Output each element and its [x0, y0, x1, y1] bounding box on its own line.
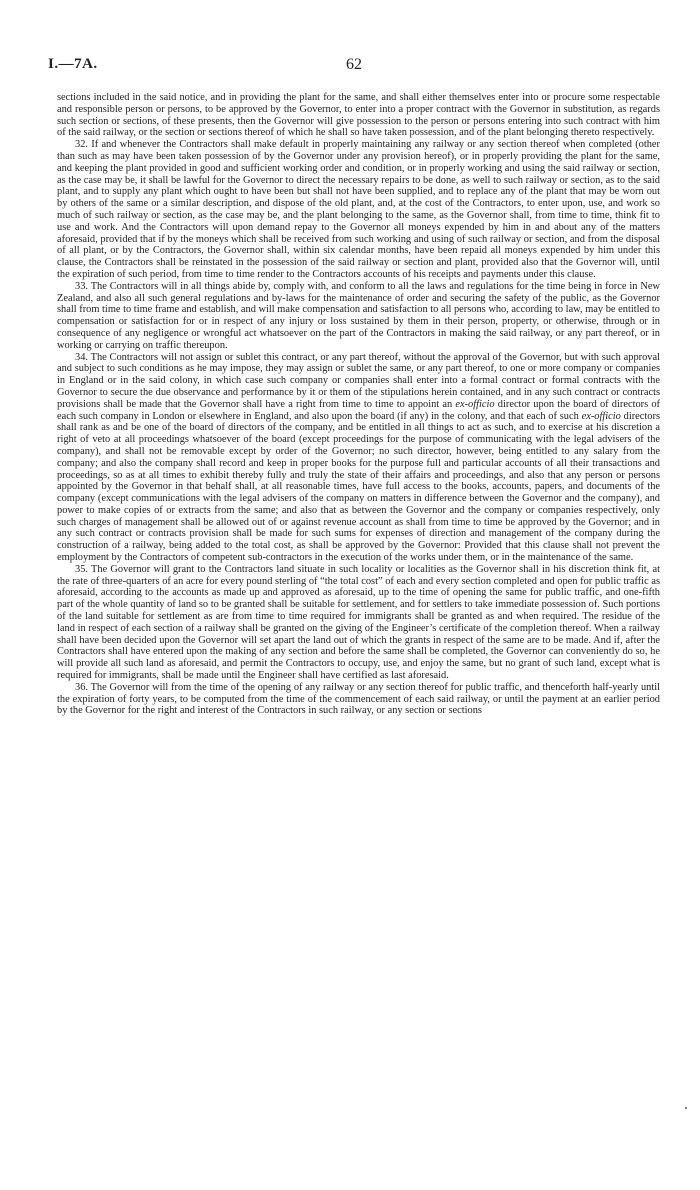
paragraph-34-part-c: directors shall rank as and be one of the board of directors of the company, and be entitled in all things to act as such, and to exercise at his discretion a right of veto at all proceedings whatsoever of the board (except proceedings for the purpose of communicating with the legal advisers of the company), and shall not be removable except by order of the Governor; no such director, however, being entitled to any salary from the company; and also the company shall record and keep in proper books for the purpose full and particular accounts of all their transactions and proceedings, so as at all times to exhibit thereby fully and truly the state of their affairs and proceedings, and also that any person or persons appointed by the Governor in that behalf shall, at all reasonable times, have full access to the books, accounts, papers, and documents of the company (except communications with the legal advisers of the company on matters in difference between the Governor and the company), and power to make copies of or extracts from the same; and also that as between the Governor and the company or companies respectively, only such charges of management shall be allowed out of or against revenue account as shall from time to time be approved by the Governor; and in any such contract or contracts provision shall be made for such sums for expenses of direction and management of the company during the construction of a railway, being added to the total cost, as shall be approved by the Governor: Provided that this clause shall not prevent the employment by the Contractors of competent sub-contractors in the execution of the works under them, or in the maintenance of the same. — [57, 410, 660, 564]
paragraph-34-part-a: 34. The Contractors will not assign or sublet this contract, or any part thereof, without the approval of the Governor, but with such approval and subject to such conditions as he may impose, they may assign or sublet the same, or any part thereof, to one or more company or companies in England or in the said colony, in which case such company or companies shall enter into a formal contract or formal contracts with the Governor to secure the due observance and performance by it or them of the stipulations herein contained, and in any such contract or contracts provisions shall be made that the Governor shall have a right from time to time to appoint an — [57, 351, 660, 410]
page-header — [48, 56, 660, 78]
document-reference: I.—7A. — [48, 56, 98, 72]
scan-speck — [685, 1107, 687, 1109]
paragraph-34-part-b: director upon the board of directors of each such company in London or elsewhere in England, and also upon the board (if any) in the colony, and that each of such — [57, 398, 660, 422]
page-number: 62 — [346, 56, 362, 73]
paragraph-33: 33. The Contractors will in all things abide by, comply with, and conform to all the laws and regulations for the time being in force in New Zealand, and also all such general regulations and by-laws for the maintenance of order and securing the safety of the public, as the Governor shall from time to time frame and establish, and will make compensation and satisfaction to all persons who, according to law, may be entitled to compensation or satisfaction for or in respect of any injury or loss sustained by them in their person, property, or otherwise, through or in consequence of any negligence or wrongful act whatsoever on the part of the Contractors in making the said railway, or any part thereof, or in working or carrying on traffic thereupon. — [57, 280, 660, 351]
body-text — [57, 92, 660, 717]
paragraph-32: 32. If and whenever the Contractors shall make default in properly maintaining any railway or any section thereof when completed (other than such as may have been taken possession of by the Governor under any provision hereof), or in properly providing the plant for the same, and keeping the plant provided in good and sufficient working order and condition, or in properly working and using the said railway or section, as the case may be, it shall be lawful for the Governor to direct the necessary repairs to be done, as well to such railway or section, as to the said plant, and to supply any plant which ought to have been but shall not have been supplied, and to replace any of the plant that may be worn out by others of the same or a similar description, and dispose of the old plant, and, at the cost of the Contractors, to enter upon, use, and work so much of such railway or section, as the case may be, and the plant belonging to the same, as the Governor shall, from time to time, think fit to use and work. And the Contractors will upon demand repay to the Governor all moneys expended by him in and about any of the matters aforesaid, provided that if by the moneys which shall be received from such working and using of such railway or section, and from the disposal of all plant, or by the Contractors, the Governor shall, within six calendar months, have been repaid all moneys expended by him under this clause, the Contractors shall be reinstated in the possession of the said railway or section and plant, provided also that the Governor will, until the expiration of such period, from time to time render to the Contractors accounts of his receipts and payments under this clause. — [57, 139, 660, 280]
paragraph-35: 35. The Governor will grant to the Contractors land situate in such locality or localities as the Governor shall in his discretion think fit, at the rate of three-quarters of an acre for every pound sterling of “the total cost” of each and every section completed and open for public traffic as aforesaid, according to the accounts as made up and approved as aforesaid, up to the time of opening the same for public traffic, and one-fifth part of the whole quantity of land so to be granted shall be suitable for settlement, and for settlers to take immediate possession of. Such portions of the land suitable for settlement as are from time to time required for immigrants shall be granted as and when required. The residue of the land in respect of each section of a railway shall be granted on the giving of the Engineer’s certificate of the completion thereof. When a railway shall have been decided upon the Governor will set apart the land out of which the grants in respect of the same are to be made. And if, after the Contractors shall have entered upon the making of any section and before the same shall be completed, the Governor can conveniently do so, he will provide all such land as aforesaid, and permit the Contractors to occupy, use, and enjoy the same, but no grant of such land, except what is required for immigrants, shall be made until the Engineer shall have certified as last aforesaid. — [57, 563, 660, 682]
ex-officio-term: ex-officio — [581, 410, 621, 422]
ex-officio-term: ex-officio — [455, 398, 495, 410]
paragraph-36: 36. The Governor will from the time of the opening of any railway or any section thereof for public traffic, and thenceforth half-yearly until the expiration of forty years, to be computed from the time of the commencement of each said railway, or until the payment at an earlier period by the Governor for the right and interest of the Contractors in such railway, or any section or sections — [57, 681, 660, 717]
paragraph-34 — [57, 352, 660, 564]
paragraph-continued: sections included in the said notice, and in providing the plant for the same, and shall either themselves enter into or procure some respectable and responsible person or persons, to be approved by the Governor, to enter into a proper contract with the Governor in substitution, as regards such section or sections, of these presents, then the Governor will give possession to the person or persons entering into such contract with him of the said railway, or the section or sections thereof of which he shall so have taken possession, and of the plant belonging thereto respectively. — [57, 92, 660, 139]
